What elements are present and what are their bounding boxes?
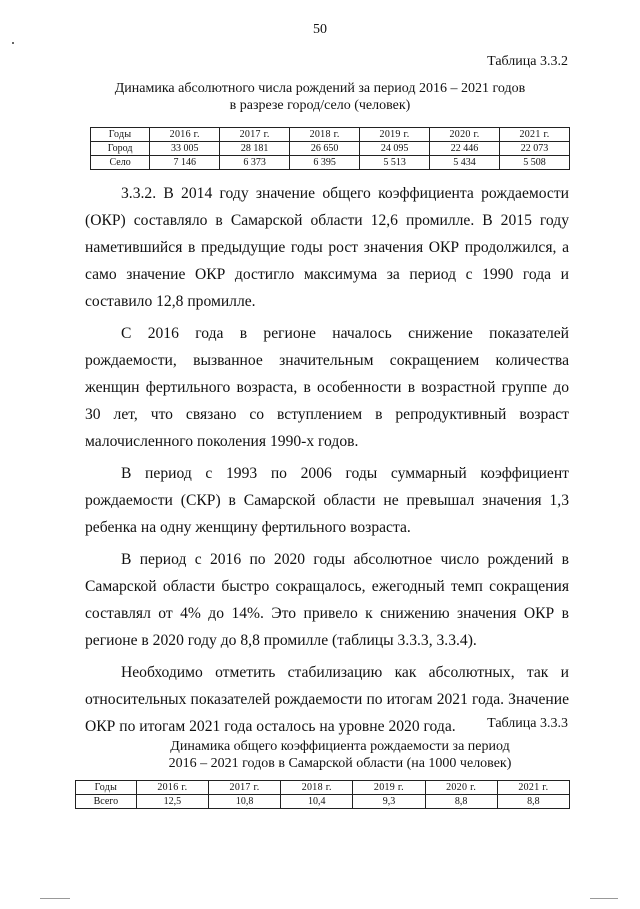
scan-speck	[12, 42, 14, 44]
table-label: Таблица 3.3.2	[487, 54, 568, 69]
paragraph: В период с 2016 по 2020 годы абсолютное число рождений в Самарской области быстро сокращалось, ежегодный темп сокращения составлял от 4% до 14%. Это привело к снижению значения ОКР в регионе в 2020 году до 8,8 промилле (таблицы 3.3.3, 3.3.4).	[85, 551, 569, 649]
birth-rate-table	[75, 780, 570, 809]
scan-speck	[590, 898, 618, 899]
paragraph: В период с 1993 по 2006 годы суммарный коэффициент рождаемости (СКР) в Самарской области не превышал значения 1,3 ребенка на одну женщину фертильного возраста.	[85, 465, 569, 536]
column-header: 2019 г.	[360, 128, 430, 142]
body-text	[85, 180, 569, 745]
table-cell: 22 446	[430, 142, 500, 156]
table-cell: 6 395	[290, 156, 360, 170]
column-header: 2016 г.	[150, 128, 220, 142]
table-cell: 6 373	[220, 156, 290, 170]
table-cell: 5 508	[500, 156, 570, 170]
table-cell: 12,5	[136, 795, 208, 809]
table-title-line: Динамика абсолютного числа рождений за период 2016 – 2021 годов	[114, 81, 526, 96]
column-header: Годы	[91, 128, 150, 142]
table-title-line: в разрезе город/село (человек)	[229, 98, 411, 113]
table-cell: 22 073	[500, 142, 570, 156]
scan-speck	[40, 898, 70, 899]
column-header: 2021 г.	[497, 781, 569, 795]
table-cell: Город	[91, 142, 150, 156]
table-cell: 33 005	[150, 142, 220, 156]
column-header: 2017 г.	[208, 781, 280, 795]
column-header: 2020 г.	[425, 781, 497, 795]
table-cell: 5 434	[430, 156, 500, 170]
table-cell: 9,3	[353, 795, 425, 809]
table-row	[76, 795, 570, 809]
paragraph: С 2016 года в регионе началось снижение показателей рождаемости, вызванное значительным сокращением количества женщин фертильного возраста, в особенности в возрастной группе до 30 лет, что связано со вступлением в репродуктивный возраст малочисленного поколения 1990-х годов.	[85, 325, 569, 450]
column-header: 2020 г.	[430, 128, 500, 142]
table-title-line: 2016 – 2021 годов в Самарской области (на 1000 человек)	[168, 756, 512, 771]
table-label: Таблица 3.3.3	[487, 716, 568, 731]
paragraph: Необходимо отметить стабилизацию как абсолютных, так и относительных показателей рождаемости по итогам 2021 года. Значение ОКР по итогам 2021 года осталось на уровне 2020 года.	[85, 664, 569, 735]
table-cell: 8,8	[425, 795, 497, 809]
births-urban-rural-table	[90, 127, 570, 170]
table-row	[91, 156, 570, 170]
column-header: 2019 г.	[353, 781, 425, 795]
table-cell: 10,4	[281, 795, 353, 809]
table-cell: 26 650	[290, 142, 360, 156]
table-cell: 10,8	[208, 795, 280, 809]
table-title-line: Динамика общего коэффициента рождаемости за период	[170, 739, 510, 754]
table-header-row	[91, 128, 570, 142]
table-cell: Всего	[76, 795, 137, 809]
column-header: 2021 г.	[500, 128, 570, 142]
column-header: 2016 г.	[136, 781, 208, 795]
column-header: 2018 г.	[281, 781, 353, 795]
table-cell: Село	[91, 156, 150, 170]
paragraph: 3.3.2. В 2014 году значение общего коэффициента рождаемости (ОКР) составляло в Самарской области 12,6 промилле. В 2015 году наметившийся в предыдущие годы рост значения ОКР продолжился, а само значение ОКР достигло максимума за период с 1990 года и составило 12,8 промилле.	[85, 185, 569, 310]
table-cell: 8,8	[497, 795, 569, 809]
table-row	[91, 142, 570, 156]
table-title	[90, 80, 550, 114]
column-header: Годы	[76, 781, 137, 795]
table-title	[120, 738, 560, 772]
page-number: 50	[313, 22, 327, 37]
table-cell: 28 181	[220, 142, 290, 156]
table-cell: 24 095	[360, 142, 430, 156]
table-header-row	[76, 781, 570, 795]
column-header: 2018 г.	[290, 128, 360, 142]
column-header: 2017 г.	[220, 128, 290, 142]
table-cell: 7 146	[150, 156, 220, 170]
table-cell: 5 513	[360, 156, 430, 170]
